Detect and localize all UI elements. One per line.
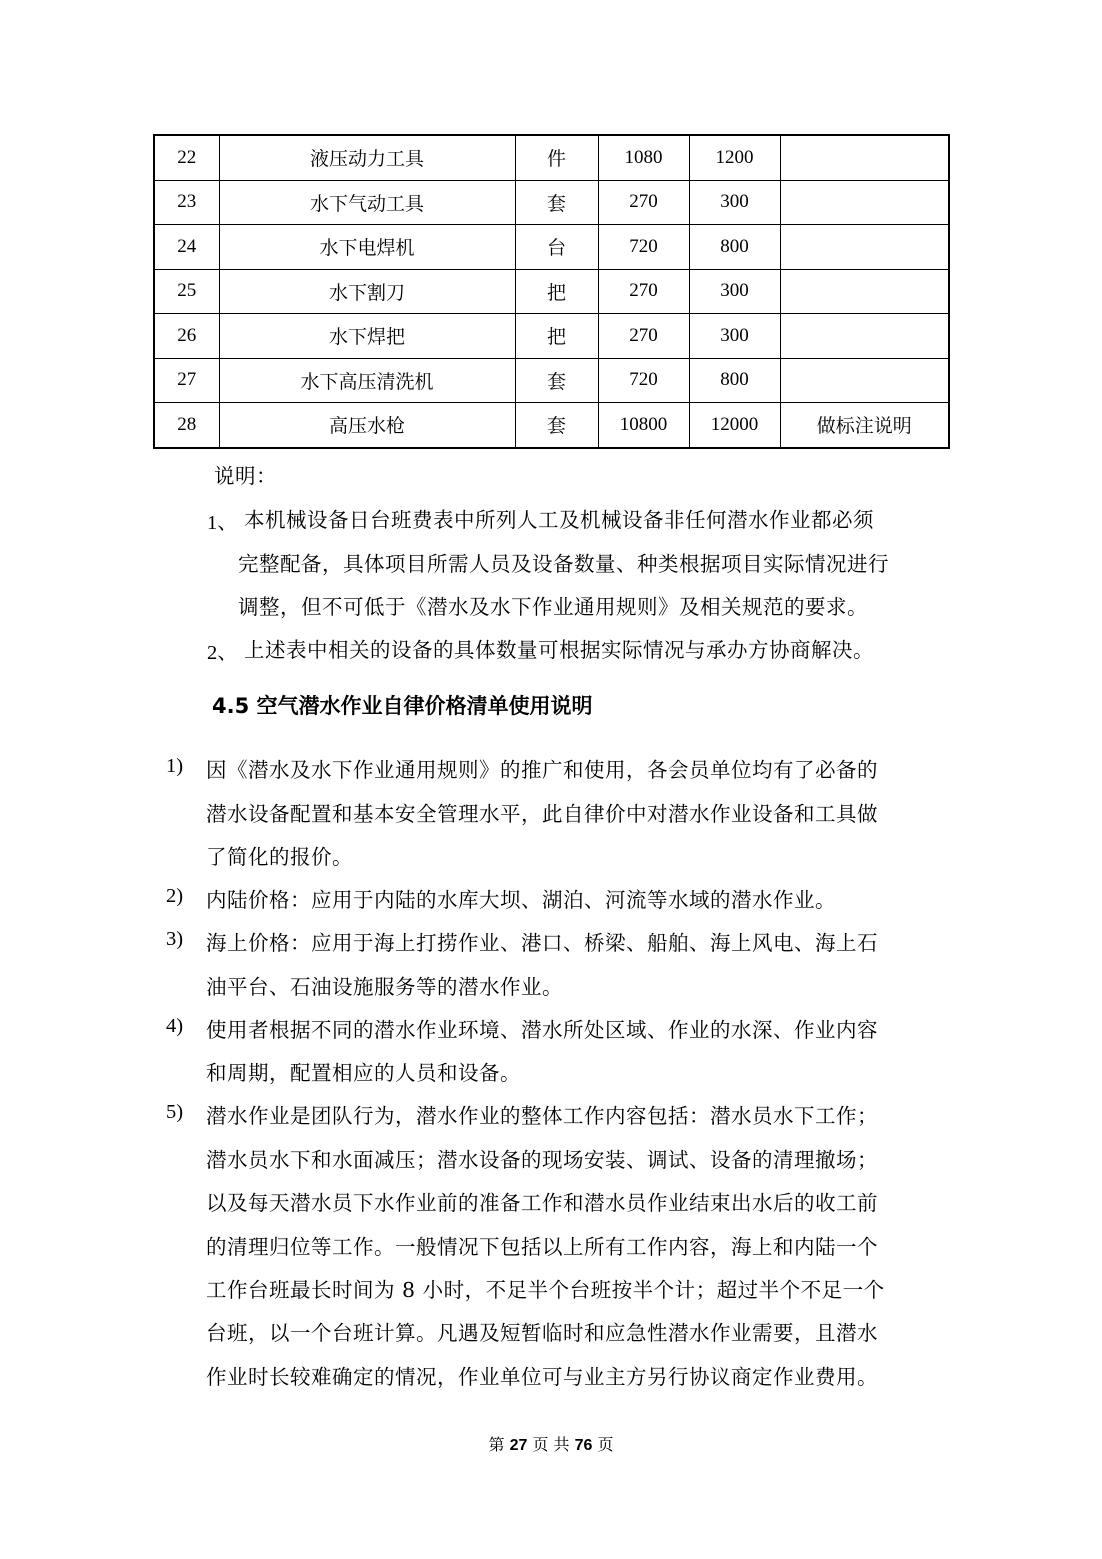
item-line: 台班，以一个台班计算。凡遇及短暂临时和应急性潜水作业需要，且潜水 — [206, 1321, 878, 1345]
table-cell: 270 — [598, 314, 689, 359]
table-cell: 液压动力工具 — [219, 135, 515, 180]
note-marker: 1、 — [207, 512, 238, 534]
table-row — [154, 269, 949, 314]
table-cell: 1200 — [689, 135, 780, 180]
table-cell: 高压水枪 — [219, 403, 515, 448]
item-marker: 5) — [166, 1101, 184, 1123]
footer-page-number: 27 — [509, 1437, 528, 1454]
table-cell: 1080 — [598, 135, 689, 180]
item-line: 海上价格：应用于海上打捞作业、港口、桥梁、船舶、海上风电、海上石 — [206, 931, 878, 955]
table-cell: 300 — [689, 269, 780, 314]
note-line: 完整配备，具体项目所需人员及设备数量、种类根据项目实际情况进行 — [238, 552, 889, 576]
table-row — [154, 314, 949, 359]
table-cell: 12000 — [689, 403, 780, 448]
item-marker: 2) — [166, 885, 184, 907]
table-cell: 720 — [598, 358, 689, 403]
table-cell: 720 — [598, 225, 689, 270]
item-marker: 3) — [166, 928, 184, 950]
table-cell: 800 — [689, 358, 780, 403]
table-cell: 件 — [515, 135, 598, 180]
table-cell: 270 — [598, 180, 689, 225]
item-line: 内陆价格：应用于内陆的水库大坝、湖泊、河流等水域的潜水作业。 — [206, 888, 836, 912]
item-line: 油平台、石油设施服务等的潜水作业。 — [206, 975, 563, 999]
table-cell: 23 — [154, 180, 219, 225]
table-row — [154, 403, 949, 448]
table-cell: 300 — [689, 314, 780, 359]
note-line: 上述表中相关的设备的具体数量可根据实际情况与承办方协商解决。 — [244, 638, 874, 662]
table-cell: 270 — [598, 269, 689, 314]
note-line: 本机械设备日台班费表中所列人工及机械设备非任何潜水作业都必须 — [244, 508, 874, 532]
table-cell — [780, 358, 949, 403]
table-cell: 台 — [515, 225, 598, 270]
table-row — [154, 225, 949, 270]
table-cell: 水下焊把 — [219, 314, 515, 359]
table-cell: 22 — [154, 135, 219, 180]
table-cell — [780, 314, 949, 359]
table-cell: 水下电焊机 — [219, 225, 515, 270]
table-cell: 24 — [154, 225, 219, 270]
item-line: 因《潜水及水下作业通用规则》的推广和使用，各会员单位均有了必备的 — [206, 758, 878, 782]
item-marker: 4) — [166, 1015, 184, 1037]
footer-suffix: 页 — [597, 1435, 614, 1454]
table-cell: 做标注说明 — [780, 403, 949, 448]
section-heading: 4.5 空气潜水作业自律价格清单使用说明 — [212, 694, 593, 718]
item-marker: 1) — [166, 755, 184, 777]
item-line: 潜水员水下和水面减压；潜水设备的现场安装、调试、设备的清理撤场； — [206, 1148, 878, 1172]
note-marker: 2、 — [207, 642, 238, 664]
item-line: 的清理归位等工作。一般情况下包括以上所有工作内容，海上和内陆一个 — [206, 1235, 878, 1259]
page-footer — [0, 1432, 1102, 1455]
table-cell: 300 — [689, 180, 780, 225]
table-cell — [780, 225, 949, 270]
table-cell: 800 — [689, 225, 780, 270]
table-cell: 27 — [154, 358, 219, 403]
item-line: 作业时长较难确定的情况，作业单位可与业主方另行协议商定作业费用。 — [206, 1365, 878, 1389]
table-cell — [780, 180, 949, 225]
price-table — [153, 134, 950, 449]
item-line: 和周期，配置相应的人员和设备。 — [206, 1061, 521, 1085]
table-cell: 25 — [154, 269, 219, 314]
item-line: 使用者根据不同的潜水作业环境、潜水所处区域、作业的水深、作业内容 — [206, 1018, 878, 1042]
table-cell: 套 — [515, 403, 598, 448]
table-row — [154, 135, 949, 180]
table-cell — [780, 135, 949, 180]
item-line: 潜水设备配置和基本安全管理水平，此自律价中对潜水作业设备和工具做 — [206, 802, 878, 826]
item-line: 工作台班最长时间为 8 小时，不足半个台班按半个计；超过半个不足一个 — [206, 1278, 885, 1302]
item-line: 潜水作业是团队行为，潜水作业的整体工作内容包括：潜水员水下工作； — [206, 1104, 878, 1128]
table-cell: 水下高压清洗机 — [219, 358, 515, 403]
item-line: 以及每天潜水员下水作业前的准备工作和潜水员作业结束出水后的收工前 — [206, 1191, 878, 1215]
table-row — [154, 180, 949, 225]
item-line: 了简化的报价。 — [206, 845, 353, 869]
table-cell: 把 — [515, 269, 598, 314]
table-body — [154, 135, 949, 448]
footer-middle: 页 共 — [532, 1435, 570, 1454]
table-cell: 把 — [515, 314, 598, 359]
footer-total-pages: 76 — [574, 1437, 593, 1454]
note-line: 调整，但不可低于《潜水及水下作业通用规则》及相关规范的要求。 — [238, 595, 868, 619]
notes-label: 说明： — [214, 464, 277, 488]
table-cell: 28 — [154, 403, 219, 448]
table-row — [154, 358, 949, 403]
table-cell — [780, 269, 949, 314]
table-cell: 套 — [515, 180, 598, 225]
table-cell: 10800 — [598, 403, 689, 448]
table-cell: 套 — [515, 358, 598, 403]
footer-prefix: 第 — [488, 1435, 505, 1454]
table-cell: 水下割刀 — [219, 269, 515, 314]
table-cell: 水下气动工具 — [219, 180, 515, 225]
table-cell: 26 — [154, 314, 219, 359]
